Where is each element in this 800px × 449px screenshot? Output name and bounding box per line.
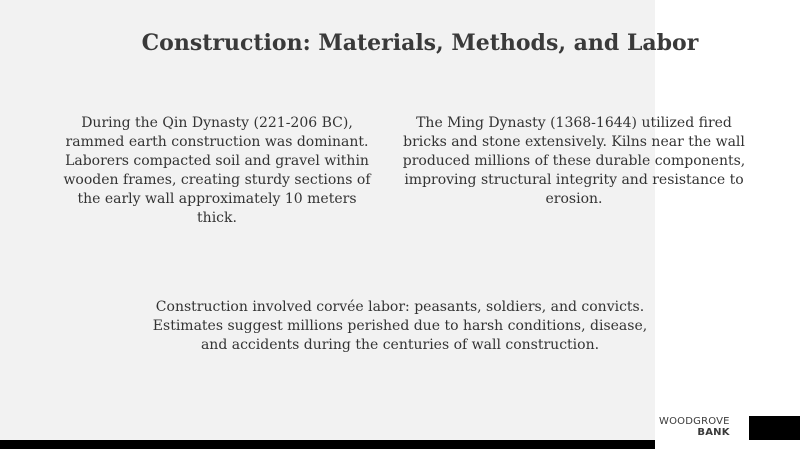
paragraph-corvee-labor: Construction involved corvée labor: peasants, soldiers, and convicts. Estimates suggest millions perished due to harsh conditions, disease, and accidents during the centuries of wall construction. [152, 299, 648, 353]
slide-bottom-bar [0, 440, 655, 449]
logo-line-2: BANK [697, 427, 730, 438]
paragraph-ming-dynasty: The Ming Dynasty (1368-1644) utilized fired bricks and stone extensively. Kilns near the wall produced millions of these durable components, improving structural integrity and resistance to erosion. [402, 115, 746, 207]
logo-mark [749, 416, 800, 440]
logo-wordmark [659, 416, 730, 438]
paragraph-qin-dynasty: During the Qin Dynasty (221-206 BC), rammed earth construction was dominant. Laborers compacted soil and gravel within wooden frames, creating sturdy sections of the early wall approximately 10 meters thick. [63, 115, 371, 226]
woodgrove-bank-logo [655, 407, 800, 449]
slide-title: Construction: Materials, Methods, and Labor [141, 30, 699, 56]
logo-line-1: WOODGROVE [659, 416, 730, 427]
